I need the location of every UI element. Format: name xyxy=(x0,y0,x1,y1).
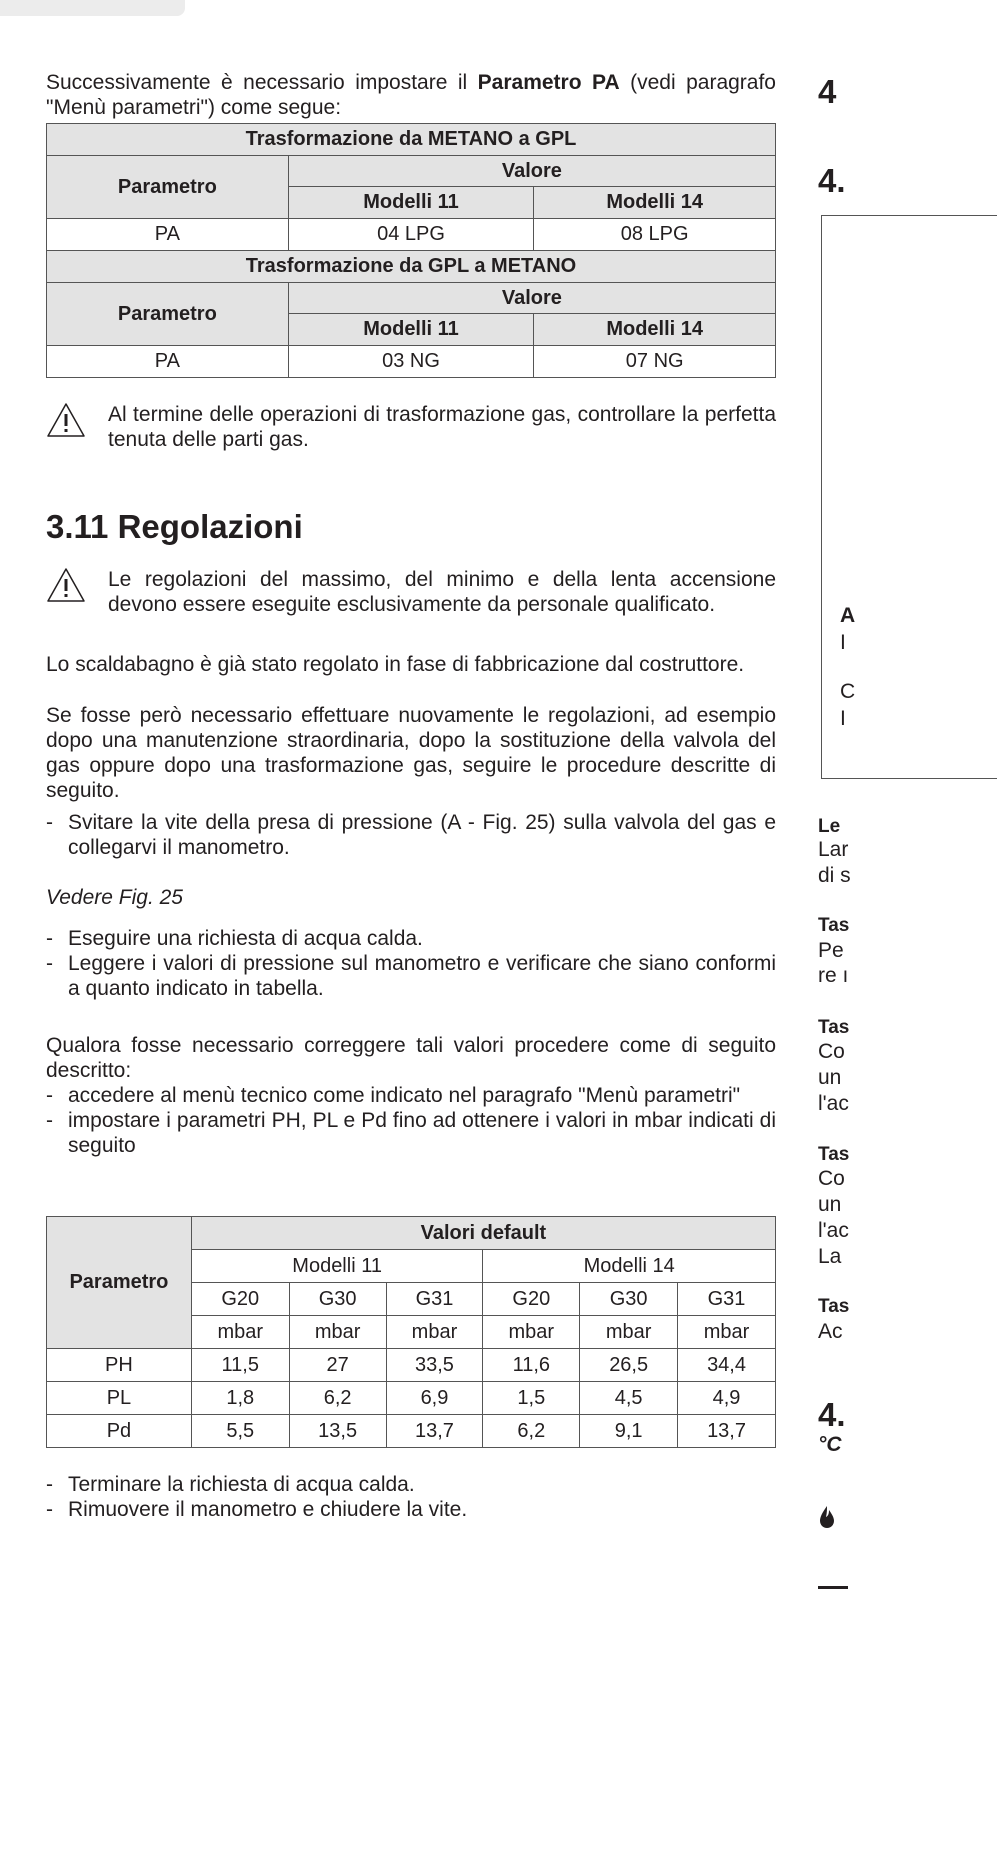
row-name: Pd xyxy=(47,1415,192,1448)
row-name: PH xyxy=(47,1349,192,1382)
list-item: - accedere al menù tecnico come indicato nel paragrafo "Menù parametri" xyxy=(46,1084,741,1107)
legend-text: Lar xyxy=(818,838,849,861)
param-header-1: Parametro xyxy=(47,156,289,219)
unit-header: mbar xyxy=(678,1316,776,1349)
key-text: Co xyxy=(818,1040,845,1063)
figure-text-1: I xyxy=(840,631,846,654)
table-row xyxy=(47,219,776,251)
conversion-title-2: Trasformazione da GPL a METANO xyxy=(47,251,776,283)
value-cell: 1,5 xyxy=(483,1382,580,1415)
figure-label-a: A xyxy=(840,604,856,627)
key-text: l'ac xyxy=(818,1219,849,1242)
value-cell: 6,2 xyxy=(483,1415,580,1448)
step-list-1 xyxy=(46,810,776,860)
figure-reference: Vedere Fig. 25 xyxy=(46,886,183,909)
key-text: Co xyxy=(818,1167,845,1190)
table-row xyxy=(47,1415,776,1448)
model-14-header-1: Modelli 14 xyxy=(534,187,776,219)
key-text: re ı xyxy=(818,964,849,987)
row-name: PL xyxy=(47,1382,192,1415)
value-cell: 4,9 xyxy=(678,1382,776,1415)
key-title: Tas xyxy=(818,1296,850,1317)
value-cell: 1,8 xyxy=(191,1382,289,1415)
table-row xyxy=(47,1349,776,1382)
warning-text-1: Al termine delle operazioni di trasformazione gas, controllare la perfetta tenuta delle parti gas. xyxy=(108,403,776,451)
value-cell: 13,7 xyxy=(678,1415,776,1448)
gas-header: G20 xyxy=(191,1283,289,1316)
gas-header: G30 xyxy=(580,1283,678,1316)
param-header: Parametro xyxy=(47,1217,192,1349)
value-header-1: Valore xyxy=(288,156,775,187)
list-item-text: Rimuovere il manometro e chiudere la vite. xyxy=(68,1498,468,1521)
default-values-header: Valori default xyxy=(191,1217,775,1250)
warning-triangle-icon xyxy=(46,567,86,603)
paragraph-correct: Qualora fosse necessario correggere tali valori procedere come di seguito descritto: xyxy=(46,1034,776,1082)
unit-header: mbar xyxy=(386,1316,483,1349)
paragraph-factory: Lo scaldabagno è già stato regolato in fase di fabbricazione dal costruttore. xyxy=(46,653,745,676)
list-item-text: Leggere i valori di pressione sul manometro e verificare che siano conformi a quanto indicato in tabella. xyxy=(68,952,776,1000)
model-14-header-2: Modelli 14 xyxy=(534,314,776,346)
intro-text-end: (vedi paragrafo "Menù parametri") come segue: xyxy=(46,71,776,119)
conversion-title-1: Trasformazione da METANO a GPL xyxy=(47,124,776,156)
gas-header: G30 xyxy=(289,1283,386,1316)
legend-text: di s xyxy=(818,864,851,887)
key-text: Ac xyxy=(818,1320,843,1343)
param-cell: PA xyxy=(47,346,289,378)
value-cell: 13,5 xyxy=(289,1415,386,1448)
list-item: - Terminare la richiesta di acqua calda. xyxy=(46,1473,415,1496)
value-cell: 03 NG xyxy=(288,346,534,378)
right-column-cropped xyxy=(818,0,997,1857)
list-item-text: Eseguire una richiesta di acqua calda. xyxy=(68,927,423,950)
list-item-text: Terminare la richiesta di acqua calda. xyxy=(68,1473,415,1496)
list-item-text: accedere al menù tecnico come indicato nel paragrafo "Menù parametri" xyxy=(68,1084,741,1107)
intro-bold-param: Parametro PA xyxy=(477,71,620,94)
unit-header: mbar xyxy=(289,1316,386,1349)
value-cell: 5,5 xyxy=(191,1415,289,1448)
value-cell: 11,6 xyxy=(483,1349,580,1382)
list-item-text: impostare i parametri PH, PL e Pd fino ad ottenere i valori in mbar indicati di seguito xyxy=(68,1109,776,1157)
key-text: Pe xyxy=(818,939,844,962)
param-cell: PA xyxy=(47,219,289,251)
gas-conversion-table xyxy=(46,123,776,378)
value-cell: 34,4 xyxy=(678,1349,776,1382)
value-cell: 27 xyxy=(289,1349,386,1382)
figure-text-2: I xyxy=(840,707,846,730)
warning-block-2 xyxy=(46,567,776,617)
value-cell: 33,5 xyxy=(386,1349,483,1382)
value-cell: 04 LPG xyxy=(288,219,534,251)
step-list-4 xyxy=(46,1472,776,1522)
key-title: Tas xyxy=(818,915,850,936)
warning-triangle-icon xyxy=(46,402,86,438)
list-item: - Rimuovere il manometro e chiudere la vite. xyxy=(46,1498,468,1521)
legend-title: Le xyxy=(818,816,841,837)
value-cell: 13,7 xyxy=(386,1415,483,1448)
key-text: un xyxy=(818,1193,842,1216)
step-list-2 xyxy=(46,926,776,1001)
list-item: - impostare i parametri PH, PL e Pd fino ad ottenere i valori in mbar indicati di seguito xyxy=(46,1109,776,1157)
section-title: 3.11 Regolazioni xyxy=(46,508,303,545)
page-top-tab xyxy=(0,0,185,16)
value-cell: 08 LPG xyxy=(534,219,776,251)
default-values-table xyxy=(46,1216,776,1448)
subsection-heading: 4. xyxy=(818,162,846,199)
warning-text-2: Le regolazioni del massimo, del minimo e della lenta accensione devono essere eseguite esclusivamente da personale qualificato. xyxy=(108,568,776,616)
gas-header: G20 xyxy=(483,1283,580,1316)
table-row xyxy=(47,1382,776,1415)
unit-header: mbar xyxy=(191,1316,289,1349)
table-row xyxy=(47,346,776,378)
key-title: Tas xyxy=(818,1017,850,1038)
model-14-header: Modelli 14 xyxy=(483,1250,776,1283)
subsection-heading-2: 4. xyxy=(818,1396,846,1433)
gas-header: G31 xyxy=(386,1283,483,1316)
warning-block-1 xyxy=(46,402,776,452)
key-text: l'ac xyxy=(818,1092,849,1115)
key-text: La xyxy=(818,1245,842,1268)
value-cell: 26,5 xyxy=(580,1349,678,1382)
value-cell: 11,5 xyxy=(191,1349,289,1382)
flame-icon xyxy=(818,1504,836,1530)
model-11-header-2: Modelli 11 xyxy=(288,314,534,346)
intro-text-start: Successivamente è necessario impostare il xyxy=(46,71,478,94)
value-cell: 07 NG xyxy=(534,346,776,378)
paragraph-adjust: Se fosse però necessario effettuare nuovamente le regolazioni, ad esempio dopo una manutenzione straordinaria, dopo la sostituzione della valvola del gas oppure dopo una trasformazione gas, seguire le procedure descritte di seguito. xyxy=(46,704,776,802)
temperature-unit: °C xyxy=(818,1433,842,1456)
value-cell: 6,9 xyxy=(386,1382,483,1415)
unit-header: mbar xyxy=(483,1316,580,1349)
model-11-header: Modelli 11 xyxy=(191,1250,483,1283)
unit-header: mbar xyxy=(580,1316,678,1349)
list-item: - Svitare la vite della presa di pressione (A - Fig. 25) sulla valvola del gas e collegarvi il manometro. xyxy=(46,811,776,859)
chapter-heading: 4 xyxy=(818,73,837,110)
figure-label-c: C xyxy=(840,680,856,703)
list-item-text: Svitare la vite della presa di pressione (A - Fig. 25) sulla valvola del gas e collegarvi il manometro. xyxy=(68,811,776,859)
value-cell: 6,2 xyxy=(289,1382,386,1415)
list-item: - Eseguire una richiesta di acqua calda. xyxy=(46,927,423,950)
list-item: - Leggere i valori di pressione sul manometro e verificare che siano conformi a quanto indicato in tabella. xyxy=(46,952,776,1000)
value-cell: 9,1 xyxy=(580,1415,678,1448)
gas-header: G31 xyxy=(678,1283,776,1316)
intro-paragraph xyxy=(46,70,776,120)
bottom-line-fragment xyxy=(818,1586,848,1589)
key-text: un xyxy=(818,1066,842,1089)
param-header-2: Parametro xyxy=(47,283,289,346)
step-list-3 xyxy=(46,1083,776,1158)
value-header-2: Valore xyxy=(288,283,775,314)
key-title: Tas xyxy=(818,1144,850,1165)
model-11-header-1: Modelli 11 xyxy=(288,187,534,219)
value-cell: 4,5 xyxy=(580,1382,678,1415)
